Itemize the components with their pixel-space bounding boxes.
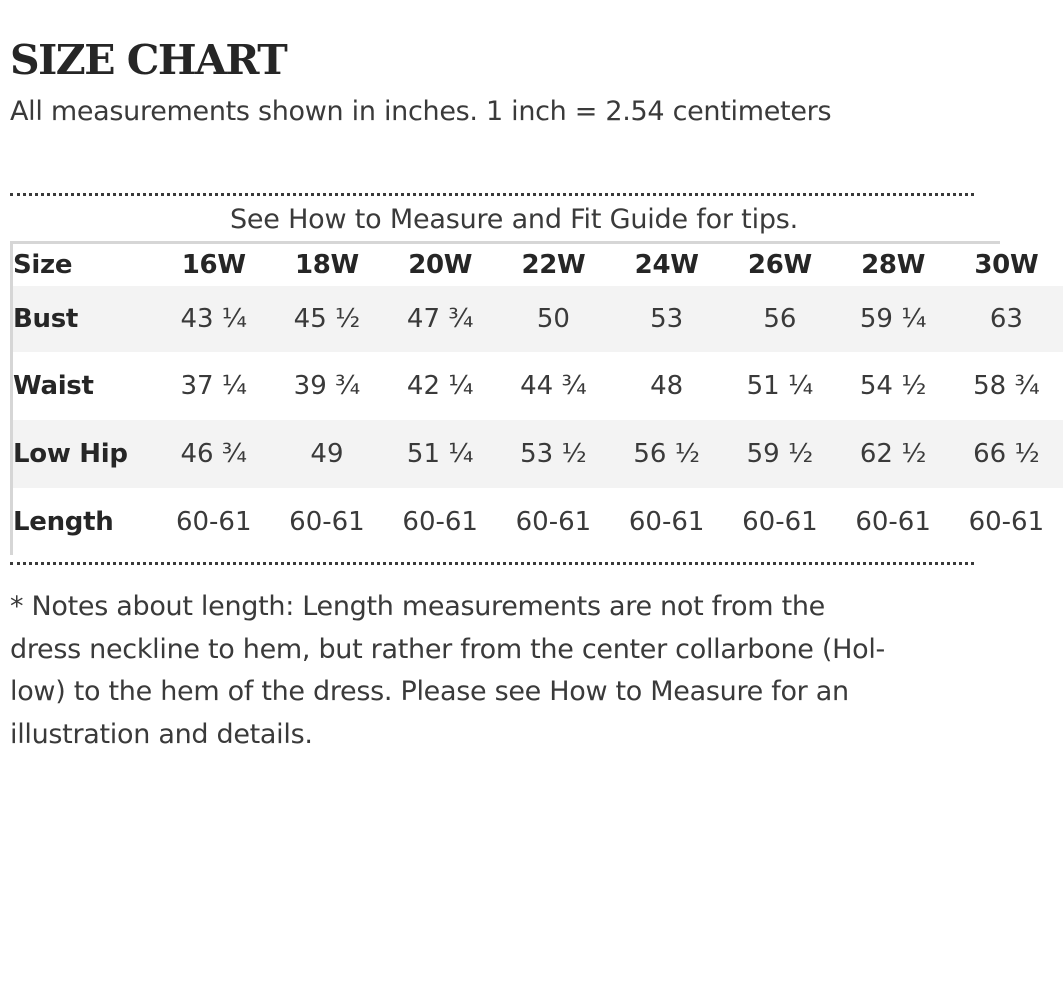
table-cell: 44 ¾ — [520, 371, 587, 401]
table-cell: 47 ¾ — [406, 304, 474, 334]
table-cell: 49 — [310, 439, 344, 469]
table-cell: 43 ¼ — [180, 304, 247, 334]
notes-line: * Notes about length: Length measurements are not from the — [10, 591, 825, 622]
table-cell: 56 — [763, 304, 797, 334]
header-cell: 16W — [181, 250, 246, 280]
size-chart-table-container — [10, 241, 1045, 555]
header-cell: 22W — [521, 250, 586, 280]
fit-guide-tip: See How to Measure and Fit Guide for tips. — [229, 204, 799, 235]
header-cell: 28W — [861, 250, 926, 280]
table-cell: 60-61 — [628, 506, 705, 537]
row-label: Low Hip — [13, 439, 128, 469]
table-cell: 53 — [650, 304, 684, 334]
dotted-divider-bottom — [10, 562, 974, 565]
table-cell: 62 ½ — [859, 439, 927, 469]
table-row-low-hip — [13, 420, 1063, 488]
table-cell: 37 ¼ — [180, 371, 247, 401]
table-cell: 59 ½ — [746, 439, 814, 469]
header-cell: 24W — [634, 250, 699, 280]
header-cell: 26W — [747, 250, 812, 280]
table-cell: 51 ¼ — [406, 439, 474, 469]
notes-line: illustration and details. — [10, 718, 313, 750]
table-row-waist — [13, 352, 1063, 420]
header-cell: 20W — [408, 250, 473, 280]
measurement-units-note: All measurements shown in inches. 1 inch = 2.54 centimeters — [10, 96, 832, 127]
notes-line: low) to the hem of the dress. Please see How to Measure for an — [10, 676, 849, 707]
table-cell: 45 ½ — [293, 304, 361, 334]
size-chart-table — [13, 244, 1063, 555]
row-label: Length — [13, 506, 114, 537]
table-cell: 46 ¾ — [180, 439, 247, 469]
table-cell: 60-61 — [515, 506, 592, 537]
table-cell: 60-61 — [402, 506, 478, 537]
table-cell: 60-61 — [855, 506, 931, 537]
table-cell: 63 — [989, 304, 1023, 334]
table-cell: 66 ½ — [973, 439, 1040, 469]
header-cell: 18W — [294, 250, 359, 280]
table-cell: 59 ¼ — [859, 304, 927, 334]
header-cell: Size — [13, 250, 73, 280]
table-cell: 60-61 — [175, 506, 252, 537]
table-header-row — [13, 244, 1063, 286]
table-cell: 56 ½ — [633, 439, 700, 469]
dotted-divider-top — [10, 193, 974, 196]
table-cell: 60-61 — [968, 506, 1045, 537]
table-cell: 53 ½ — [520, 439, 587, 469]
table-cell: 39 ¾ — [293, 371, 361, 401]
row-label: Waist — [13, 371, 94, 401]
table-row-length — [13, 488, 1063, 555]
table-cell: 50 — [536, 304, 570, 334]
page-title: SIZE CHART — [10, 36, 287, 84]
table-cell: 54 ½ — [859, 371, 927, 401]
table-row-bust — [13, 286, 1063, 352]
table-cell: 60-61 — [742, 506, 818, 537]
table-cell: 48 — [650, 371, 684, 401]
row-label: Bust — [13, 304, 79, 334]
length-notes — [10, 586, 985, 756]
header-cell: 30W — [974, 250, 1039, 280]
table-cell: 60-61 — [289, 506, 365, 537]
table-cell: 42 ¼ — [406, 371, 474, 401]
table-cell: 51 ¼ — [746, 371, 814, 401]
notes-line: dress neckline to hem, but rather from the center collarbone (Hol- — [10, 633, 885, 665]
table-cell: 58 ¾ — [973, 371, 1040, 401]
